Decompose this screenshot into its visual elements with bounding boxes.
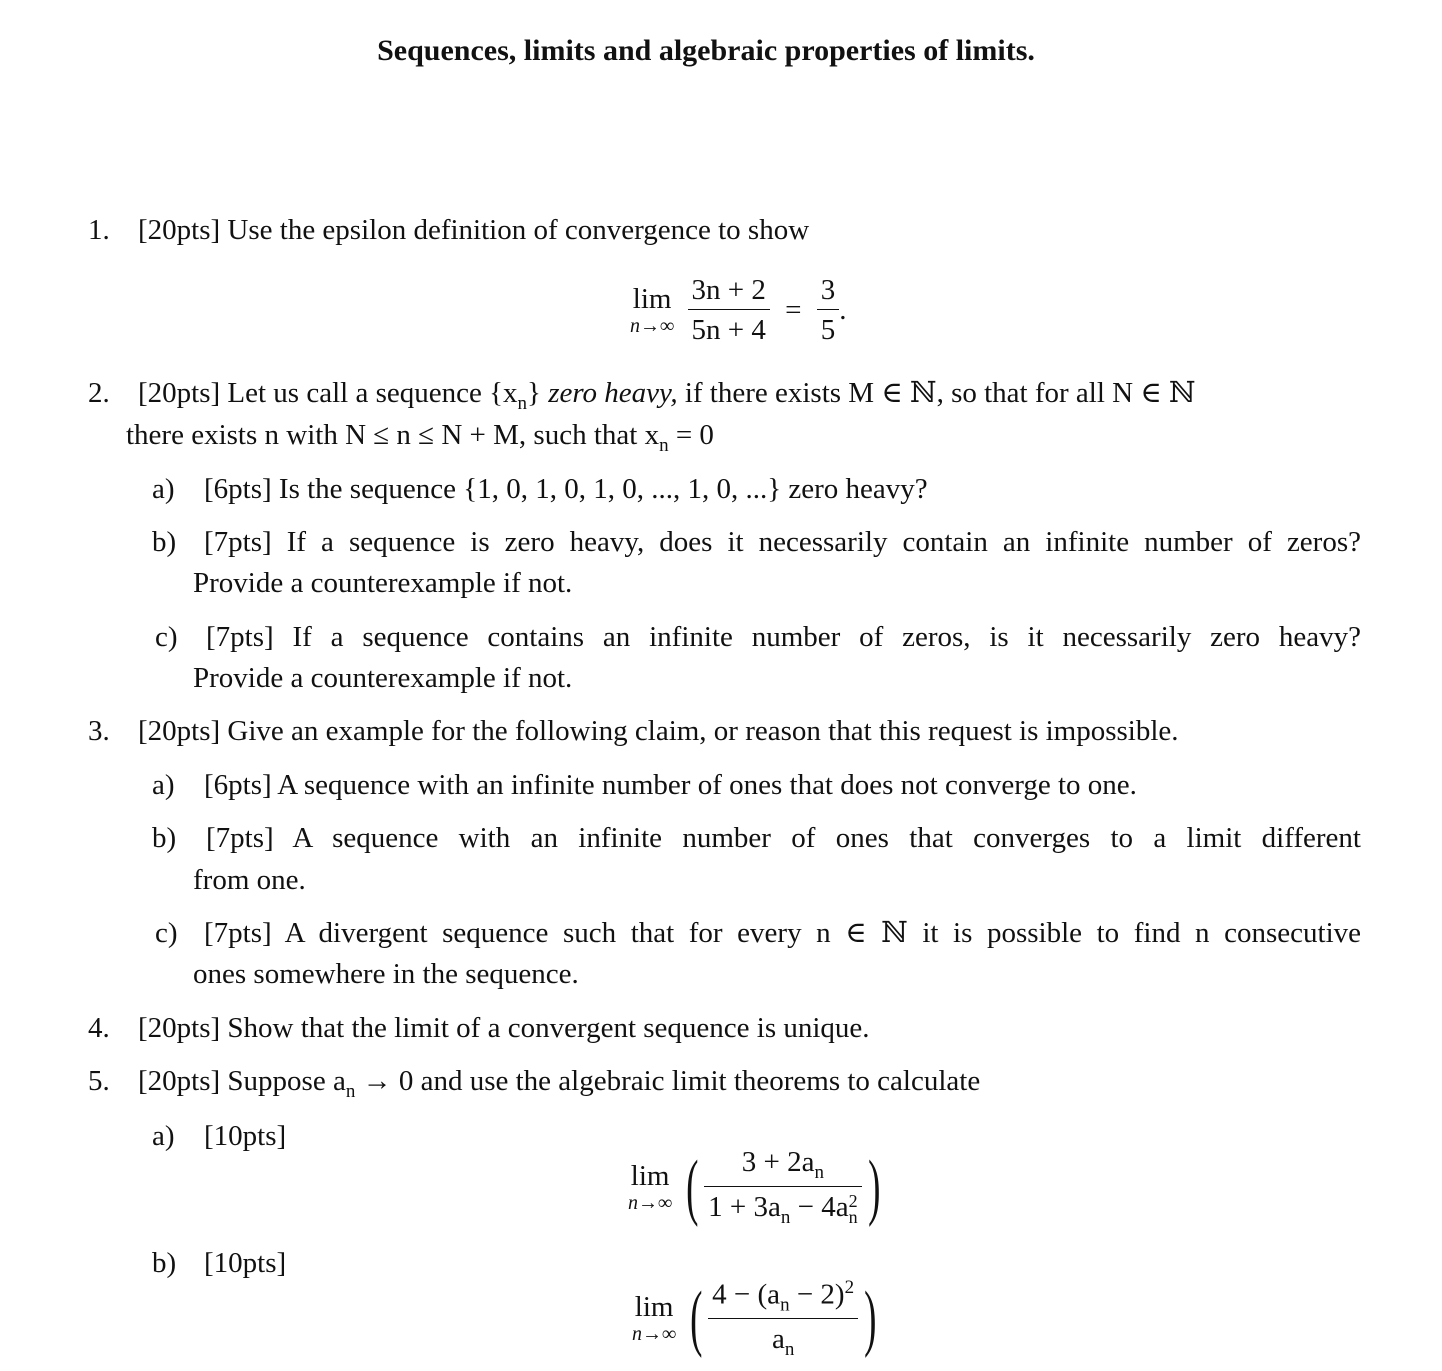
q5-sub-n: n — [345, 1080, 356, 1102]
q5-text — [138, 1061, 980, 1112]
q5b-denominator: $a_n$ — [771, 1323, 795, 1361]
q5b-lim-sub: n→∞ — [632, 1323, 677, 1346]
q3b-label: b) — [152, 822, 177, 854]
q1-lim-word: lim — [632, 283, 672, 315]
q1-numerator: 3n + 2 — [688, 276, 770, 310]
q1-fraction — [688, 276, 770, 345]
q5b-lim-word: lim — [634, 1291, 674, 1324]
q2b-text-line1: [7pts] If a sequence is zero heavy, does it necessarily contain an infinite number of zeros? — [204, 526, 1361, 558]
q3a-label: a) — [152, 769, 175, 801]
q1-rhs-fraction — [817, 276, 840, 345]
q1-text: [20pts] Use the epsilon definition of convergence to show — [138, 214, 810, 246]
q3b-text-line2: from one. — [193, 864, 306, 896]
page-title: Sequences, limits and algebraic properties of limits. — [377, 34, 1035, 67]
q2-line2-text: there exists n with N ≤ n ≤ N + M, such that x — [126, 419, 660, 451]
q3c-text-line1: [7pts] A divergent sequence such that for every n ∈ ℕ it is possible to find n consecutive — [204, 917, 1361, 949]
q4-text: [20pts] Show that the limit of a convergent sequence is unique. — [138, 1012, 870, 1044]
q5b-right-paren: ) — [864, 1277, 877, 1360]
q2a-text: [6pts] Is the sequence {1, 0, 1, 0, 1, 0, ..., 1, 0, ...} zero heavy? — [204, 473, 928, 505]
q2c-text-line2: Provide a counterexample if not. — [193, 662, 573, 694]
q2-line1-end: if there exists M ∈ ℕ, so that for all N ∈ ℕ — [684, 377, 1196, 409]
q1-equals: = — [785, 294, 802, 326]
q5a-lim-word: lim — [630, 1159, 670, 1192]
q1-rhs-numerator: 3 — [817, 276, 840, 310]
q5a-points: [10pts] — [204, 1120, 287, 1152]
q5a-fraction — [704, 1148, 861, 1227]
q2b-text-line2: Provide a counterexample if not. — [193, 567, 573, 599]
q5b-numerator: $4 - (a_n - 2)^2$ — [708, 1278, 858, 1319]
q5b-limit-expression — [632, 1278, 883, 1359]
q2-line1-start: [20pts] Let us call a sequence {x — [138, 377, 518, 409]
q2a-label: a) — [152, 473, 175, 505]
q2c-label: c) — [155, 621, 178, 653]
q3-text: [20pts] Give an example for the following claim, or reason that this request is impossible. — [138, 715, 1179, 747]
q5a-lim-sub: n→∞ — [628, 1191, 673, 1214]
q5a-left-paren: ( — [685, 1145, 699, 1228]
q5b-fraction — [708, 1278, 858, 1359]
q1-limit-equation: lim n→∞ $\frac{3n + 2}{5n + 4}$ = $\frac{3}{5}$ . — [630, 274, 847, 346]
q2-term-zero-heavy: zero heavy, — [548, 377, 678, 409]
q1-denominator: 5n + 4 — [691, 314, 766, 346]
q2-line2-sub: n — [659, 434, 669, 456]
q1-rhs-denominator: 5 — [820, 314, 836, 346]
q5b-left-paren: ( — [689, 1277, 703, 1360]
q2-brace: } — [527, 377, 541, 409]
q3-number: 3. — [88, 715, 110, 747]
q5b-label: b) — [152, 1247, 177, 1279]
q3a-text: [6pts] A sequence with an infinite number of ones that does not converge to one. — [204, 769, 1137, 801]
q3c-text-line2: ones somewhere in the sequence. — [193, 958, 579, 990]
q5a-denominator: $1 + 3a_n - 4a$ 2 n — [708, 1190, 858, 1228]
q2c-text-line1: [7pts] If a sequence contains an infinite number of zeros, is it necessarily zero heavy? — [206, 621, 1361, 653]
q5b-lim — [632, 1293, 676, 1344]
q4-number: 4. — [88, 1012, 110, 1044]
q1-number: 1. — [88, 214, 110, 246]
q2-line2 — [126, 415, 714, 466]
q5b-points: [10pts] — [204, 1247, 287, 1279]
q1-lim-sub: n→∞ — [630, 315, 675, 337]
q2-line2-end: = 0 — [668, 419, 714, 451]
q2b-label: b) — [152, 526, 177, 558]
q5-text-start: [20pts] Suppose a — [138, 1065, 346, 1097]
q5a-label: a) — [152, 1120, 175, 1152]
q3c-label: c) — [155, 917, 178, 949]
q5-number: 5. — [88, 1065, 110, 1097]
q5a-numerator: $3 + 2a_n$ — [704, 1148, 861, 1187]
q5-text-end: → 0 and use the algebraic limit theorems to calculate — [355, 1065, 981, 1097]
q5a-limit-expression — [628, 1145, 886, 1228]
q3b-text-line1: [7pts] A sequence with an infinite number of ones that converges to a limit different — [206, 822, 1361, 854]
q2-sub-n: n — [517, 392, 528, 414]
q5a-right-paren: ) — [867, 1145, 881, 1228]
q1-lim — [630, 285, 674, 336]
q5a-lim — [628, 1159, 673, 1214]
q2-number: 2. — [88, 377, 110, 409]
